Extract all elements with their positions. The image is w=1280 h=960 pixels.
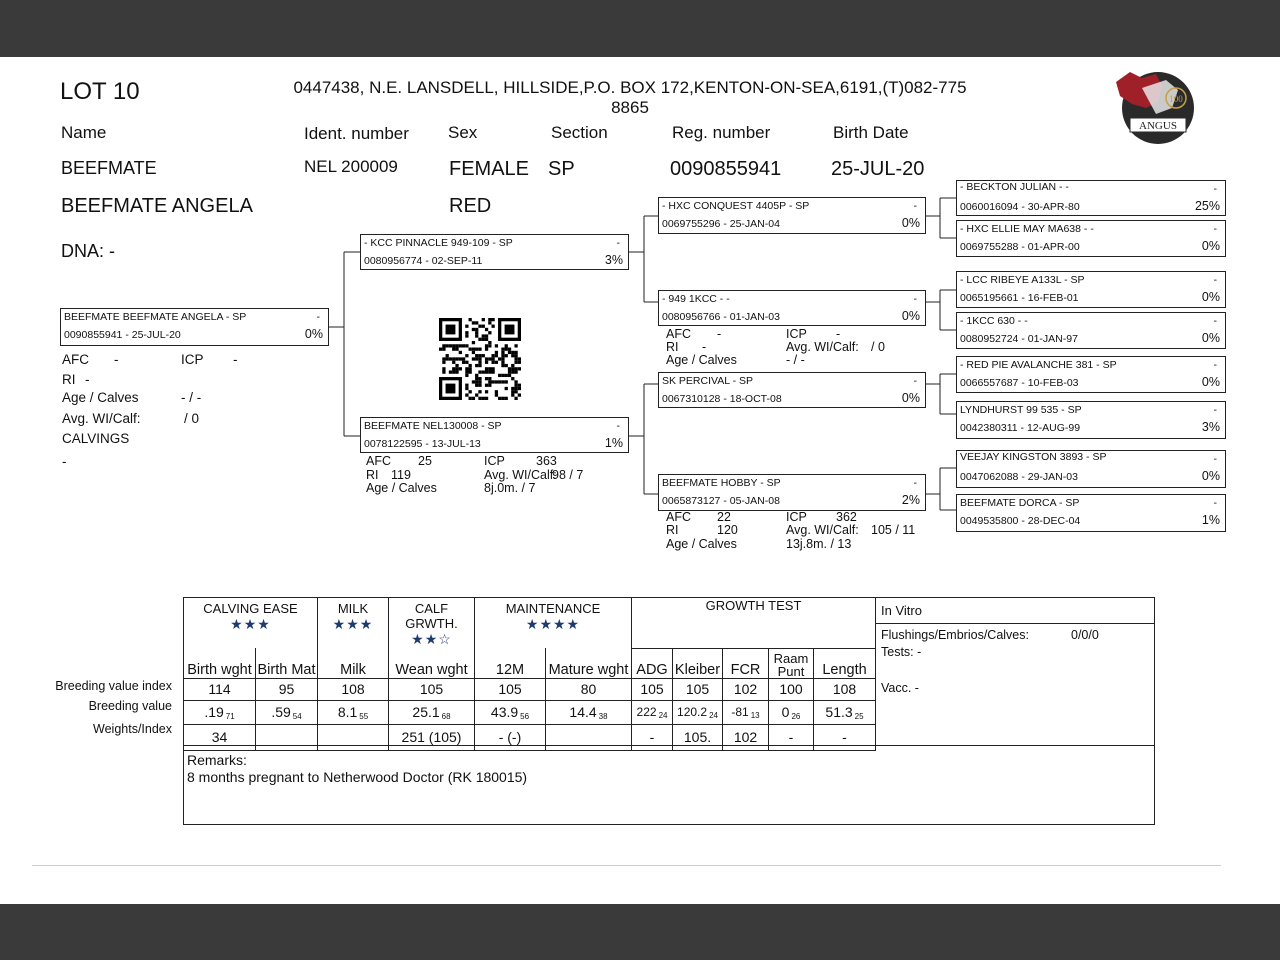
gp-reg: 0067310128 - 18-OCT-08: [662, 393, 782, 405]
gp-info-2: [666, 511, 926, 553]
animal-section: SP: [548, 158, 575, 180]
subject-afc: -: [114, 352, 119, 367]
bv-accuracy: 71: [225, 711, 235, 721]
ggp-box-7: [956, 450, 1226, 488]
value-cell: [475, 700, 546, 724]
value-cell: [673, 700, 723, 724]
ggp-name: - RED PIE AVALANCHE 381 - SP: [960, 359, 1117, 371]
col-raam-punt: Raam Punt: [769, 648, 814, 678]
svg-text:ANGUS: ANGUS: [1139, 120, 1177, 132]
ggp-reg: 0042380311 - 12-AUG-99: [960, 422, 1081, 434]
ggp-pct: 3%: [1201, 420, 1220, 434]
dam-ri: 119: [391, 468, 411, 482]
ggp-name: - LCC RIBEYE A133L - SP: [960, 274, 1085, 286]
bv-accuracy: 68: [441, 711, 451, 721]
value-cell: [184, 700, 256, 724]
svg-text:100: 100: [1169, 94, 1183, 104]
ggp-pct: 0%: [1201, 290, 1220, 304]
dam-ri-label: RI: [366, 468, 379, 482]
ggp-reg: 0060016094 - 30-APR-80: [960, 201, 1080, 213]
bv-value: 51.3: [825, 703, 853, 720]
row-label-weights: Weights/Index: [93, 722, 172, 736]
index-cell: 102: [723, 678, 769, 700]
subject-ri: -: [85, 372, 90, 387]
ggp-dash: -: [1213, 497, 1217, 509]
animal-sex: FEMALE: [449, 158, 530, 180]
weight-cell: - (-): [475, 724, 546, 750]
maintenance-stars: ★★★★: [525, 616, 581, 632]
ggp-pct: 0%: [1201, 331, 1220, 345]
bv-accuracy: 56: [520, 711, 530, 721]
col-milk: Milk: [318, 648, 389, 678]
remarks-text: 8 months pregnant to Netherwood Doctor (RK 180015): [187, 769, 528, 785]
section-header: Section: [551, 123, 608, 142]
ggp-reg: 0080952724 - 01-JAN-97: [960, 333, 1078, 345]
dam-reg: 0078122595 - 13-JUL-13: [364, 438, 481, 450]
gp-name: SK PERCIVAL - SP: [662, 375, 754, 387]
gp-avg: / 0: [871, 340, 885, 354]
value-cell: [546, 700, 632, 724]
group-maintenance: [475, 598, 632, 649]
dam-dash: -: [616, 420, 620, 432]
gp-box-2: [658, 290, 926, 326]
value-cell: [632, 700, 673, 724]
bv-value: 120.2: [677, 704, 708, 719]
gp-reg: 0069755296 - 25-JAN-04: [662, 218, 780, 230]
gp-age-label: Age / Calves: [666, 353, 737, 367]
bv-value: .59: [271, 703, 291, 720]
tests: Tests: -: [881, 645, 922, 659]
subject-pedigree-box: [60, 308, 329, 346]
animal-birth: 25-JUL-20: [831, 158, 925, 180]
dam-info: [366, 455, 628, 497]
ggp-name: - BECKTON JULIAN - -: [960, 181, 1069, 193]
sire-name: - KCC PINNACLE 949-109 - SP: [364, 237, 513, 249]
group-calf-growth-label: CALF GRWTH.: [405, 601, 458, 631]
name-header: Name: [61, 123, 107, 142]
dam-pct: 1%: [604, 436, 623, 450]
col-birth-wght: Birth wght: [184, 648, 256, 678]
value-cell: [814, 700, 876, 724]
index-cell: 80: [546, 678, 632, 700]
ggp-dash: -: [1213, 315, 1217, 327]
col-fcr: FCR: [723, 648, 769, 678]
animal-fullname: BEEFMATE ANGELA: [61, 195, 253, 217]
value-cell: [723, 700, 769, 724]
ggp-box-8: [956, 494, 1226, 532]
gp-box-4: [658, 474, 926, 511]
gp-dash: -: [913, 200, 917, 212]
gp-box-1: [658, 197, 926, 234]
ggp-dash: -: [1213, 183, 1217, 195]
ggp-reg: 0047062088 - 29-JAN-03: [960, 471, 1078, 483]
index-cell: 105: [475, 678, 546, 700]
group-maintenance-label: MAINTENANCE: [505, 601, 601, 616]
bv-value: 8.1: [337, 703, 358, 720]
remarks-label: Remarks:: [187, 752, 247, 768]
bv-value: -81: [731, 704, 749, 719]
remarks-box: [183, 745, 1155, 825]
col-mature-wght: Mature wght: [546, 648, 632, 678]
gp-icp: -: [836, 327, 841, 341]
subject-afc-label: AFC: [62, 352, 89, 367]
subject-name: BEEFMATE BEEFMATE ANGELA - SP: [64, 311, 247, 323]
gp-info-1: [666, 328, 906, 368]
bv-accuracy: 13: [750, 710, 760, 720]
gp-ri-label: RI: [666, 340, 679, 354]
ggp-reg: 0065195661 - 16-FEB-01: [960, 292, 1079, 304]
col-wean-wght: Wean wght: [389, 648, 475, 678]
gp-dash: -: [913, 293, 917, 305]
animal-prefix: BEEFMATE: [61, 158, 157, 178]
ggp-box-3: [956, 271, 1226, 308]
divider: [32, 865, 1221, 866]
column-header-row: [184, 648, 876, 678]
in-vitro-panel: [875, 597, 1155, 746]
gp-icp-label: ICP: [786, 510, 807, 524]
gp-dash: -: [913, 375, 917, 387]
ggp-reg: 0069755288 - 01-APR-00: [960, 241, 1080, 253]
row-label-index: Breeding value index: [55, 679, 172, 693]
gp-ri-label: RI: [666, 523, 679, 537]
dna: DNA: -: [61, 241, 115, 261]
row-label-value: Breeding value: [88, 699, 172, 713]
subject-ri-label: RI: [62, 372, 76, 387]
weight-cell: -: [814, 724, 876, 750]
dam-afc: 25: [418, 454, 432, 468]
value-cell: [389, 700, 475, 724]
gp-avg-label: Avg. WI/Calf:: [786, 523, 859, 537]
ggp-dash: -: [1213, 404, 1217, 416]
value-cell: [769, 700, 814, 724]
milk-stars: ★★★: [332, 616, 374, 632]
ggp-name: LYNDHURST 99 535 - SP: [960, 404, 1082, 416]
bv-accuracy: 24: [658, 710, 668, 720]
ggp-box-6: [956, 401, 1226, 439]
ggp-dash: -: [1213, 274, 1217, 286]
dam-avg-label: Avg. WI/Calf:: [484, 468, 557, 482]
col-12m: 12M: [475, 648, 546, 678]
dam-afc-label: AFC: [366, 454, 391, 468]
subject-calvings: -: [62, 454, 67, 469]
index-cell: 105: [632, 678, 673, 700]
weight-cell: -: [632, 724, 673, 750]
col-birth-mat: Birth Mat: [256, 648, 318, 678]
gp-age: 13j.8m. / 13: [786, 537, 852, 551]
bv-accuracy: 38: [598, 711, 608, 721]
animal-reg: 0090855941: [670, 158, 782, 180]
gp-afc: -: [717, 327, 722, 341]
animal-ident: NEL 200009: [304, 157, 398, 176]
sire-box: [360, 234, 629, 270]
bv-value: 0: [781, 703, 790, 720]
group-milk: [318, 598, 389, 649]
ggp-pct: 0%: [1201, 375, 1220, 389]
ggp-pct: 0%: [1201, 239, 1220, 253]
subject-icp-label: ICP: [181, 352, 204, 367]
ggp-name: - 1KCC 630 - -: [960, 315, 1028, 327]
col-adg: ADG: [632, 648, 673, 678]
gp-box-3: [658, 372, 926, 408]
gp-avg-label: Avg. WI/Calf:: [786, 340, 859, 354]
group-calving-ease: [184, 598, 318, 649]
ggp-box-2: [956, 220, 1226, 257]
bv-value: 43.9: [490, 703, 519, 720]
index-cell: 108: [814, 678, 876, 700]
weight-cell: -: [769, 724, 814, 750]
bv-accuracy: 26: [791, 711, 801, 721]
bv-accuracy: 25: [854, 711, 864, 721]
bv-accuracy: 54: [292, 711, 302, 721]
gp-age-label: Age / Calves: [666, 537, 737, 551]
gp-afc-label: AFC: [666, 327, 691, 341]
gp-avg: 105 / 11: [871, 523, 916, 537]
value-cell: [318, 700, 389, 724]
subject-calvings-label: CALVINGS: [62, 431, 130, 446]
gp-afc: 22: [717, 510, 731, 524]
ggp-dash: -: [1213, 359, 1217, 371]
ggp-dash: -: [1213, 453, 1217, 465]
lot-number: LOT 10: [60, 78, 140, 105]
subject-dash: -: [316, 311, 320, 323]
gp-icp: 362: [836, 510, 857, 524]
sire-dash: -: [616, 237, 620, 249]
group-header-row: [184, 598, 876, 649]
dam-age-label: Age / Calves: [366, 481, 437, 495]
breeding-value-table: [183, 597, 876, 751]
sire-reg: 0080956774 - 02-SEP-11: [364, 255, 483, 267]
ggp-reg: 0049535800 - 28-DEC-04: [960, 515, 1081, 527]
bv-accuracy: 24: [709, 710, 718, 720]
calf-growth-stars: ★★☆: [411, 631, 452, 647]
index-cell: 95: [256, 678, 318, 700]
bv-value: 222: [636, 704, 657, 719]
ggp-name: VEEJAY KINGSTON 3893 - SP: [960, 451, 1107, 463]
gp-age: - / -: [786, 353, 805, 367]
bv-value: .19: [204, 703, 224, 720]
dam-name: BEEFMATE NEL130008 - SP: [364, 420, 502, 432]
birth-header: Birth Date: [833, 123, 909, 142]
animal-colour: RED: [449, 195, 492, 217]
bv-value: 25.1: [412, 703, 440, 720]
dam-box: [360, 417, 629, 453]
subject-reg: 0090855941 - 25-JUL-20: [64, 329, 181, 341]
ggp-reg: 0066557687 - 10-FEB-03: [960, 377, 1079, 389]
group-calf-growth: [389, 598, 475, 649]
value-cell: [256, 700, 318, 724]
gp-pct: 0%: [901, 216, 920, 230]
index-cell: 105: [389, 678, 475, 700]
gp-pct: 0%: [901, 391, 920, 405]
gp-reg: 0080956766 - 01-JAN-03: [662, 311, 780, 323]
qr-code: [436, 318, 524, 400]
subject-age: - / -: [181, 390, 202, 405]
col-length: Length: [814, 648, 876, 678]
gp-icp-label: ICP: [786, 327, 807, 341]
gp-pct: 2%: [901, 493, 920, 507]
gp-ri: -: [702, 340, 707, 354]
value-row: [184, 700, 876, 724]
ggp-pct: 0%: [1201, 469, 1220, 483]
ggp-name: - HXC ELLIE MAY MA638 - -: [960, 223, 1094, 235]
group-calving-ease-label: CALVING EASE: [203, 601, 298, 616]
vacc: Vacc. -: [881, 681, 919, 695]
index-cell: 100: [769, 678, 814, 700]
group-milk-label: MILK: [337, 601, 369, 616]
sire-pct: 3%: [604, 253, 623, 267]
ggp-pct: 25%: [1194, 199, 1220, 213]
owner-details: 0447438, N.E. LANSDELL, HILLSIDE,P.O. BOX 172,KENTON-ON-SEA,6191,(T)082-775 8865: [293, 78, 967, 117]
gp-afc-label: AFC: [666, 510, 691, 524]
ggp-name: BEEFMATE DORCA - SP: [960, 497, 1080, 509]
dam-icp: 363: [536, 454, 557, 468]
dam-icp-label: ICP: [484, 454, 505, 468]
gp-reg: 0065873127 - 05-JAN-08: [662, 495, 780, 507]
subject-avg-label: Avg. WI/Calf:: [62, 411, 141, 426]
subject-avg: / 0: [184, 411, 200, 426]
flush-label: Flushings/Embrios/Calves:: [881, 628, 1029, 642]
weight-cell: 34: [184, 724, 256, 750]
ggp-box-1: [956, 180, 1226, 216]
weight-cell: 251 (105): [389, 724, 475, 750]
gp-ri: 120: [717, 523, 738, 537]
dam-avg: 98 / 7: [552, 468, 584, 482]
bv-accuracy: 55: [359, 711, 369, 721]
ggp-box-4: [956, 312, 1226, 349]
index-cell: 105: [673, 678, 723, 700]
gp-pct: 0%: [901, 309, 920, 323]
index-cell: 114: [184, 678, 256, 700]
col-kleiber: Kleiber: [673, 648, 723, 678]
sex-header: Sex: [448, 123, 478, 142]
ggp-dash: -: [1213, 223, 1217, 235]
calving-ease-stars: ★★★: [230, 616, 271, 632]
reg-header: Reg. number: [672, 123, 771, 142]
index-cell: 108: [318, 678, 389, 700]
gp-name: BEEFMATE HOBBY - SP: [662, 477, 781, 489]
ident-header: Ident. number: [304, 124, 409, 143]
group-growth-test: GROWTH TEST: [632, 598, 876, 649]
gp-name: - 949 1KCC - -: [662, 293, 730, 305]
ggp-box-5: [956, 356, 1226, 393]
dam-age: 8j.0m. / 7: [484, 481, 536, 495]
subject-icp: -: [233, 352, 238, 367]
in-vitro-label: In Vitro: [876, 598, 1154, 624]
bv-value: 14.4: [569, 703, 597, 720]
subject-age-label: Age / Calves: [62, 390, 139, 405]
ggp-pct: 1%: [1201, 513, 1220, 527]
weight-cell: 105.: [673, 724, 723, 750]
gp-name: - HXC CONQUEST 4405P - SP: [662, 200, 810, 212]
weight-cell: 102: [723, 724, 769, 750]
subject-pct: 0%: [304, 327, 323, 341]
gp-dash: -: [913, 477, 917, 489]
index-row: [184, 678, 876, 700]
flush-value: 0/0/0: [1071, 628, 1099, 642]
